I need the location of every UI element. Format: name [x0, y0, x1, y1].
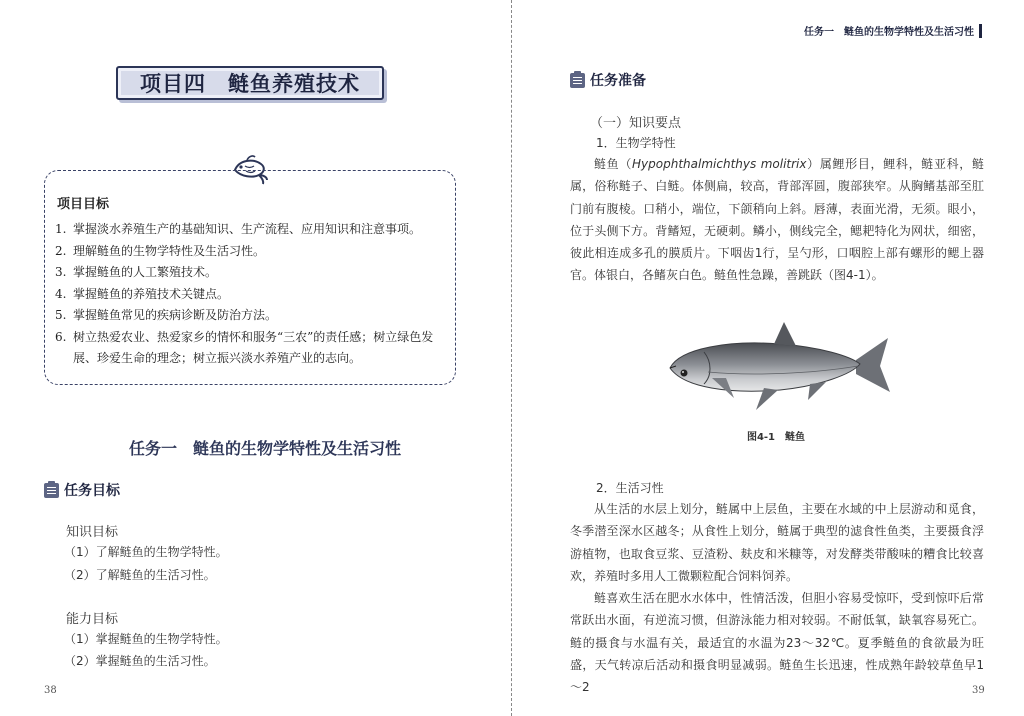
knowledge-goals-title: 知识目标 — [66, 525, 119, 540]
paragraph-habits-1: 从生活的水层上划分，鲢属中上层鱼，主要在水域的中上层游动和觅食，冬季潜至深水区越冬；从食性上划分，鲢属于典型的滤食性鱼类，主要摄食浮游植物，也取食豆浆、豆渣粉、麸皮和米糠等，对发酵类带酸味的糟食比较喜欢，养殖时多用人工微颗粒配合饲料饲养。 — [570, 502, 984, 583]
list-item: 6. 树立热爱农业、热爱家乡的情怀和服务“三农”的责任感；树立绿色发展、珍爱生命的理念；树立振兴淡水养殖产业的志向。 — [55, 329, 434, 365]
clipboard-icon — [570, 73, 585, 88]
goal-box-title: 项目目标 — [57, 197, 110, 212]
project-goal-box — [44, 170, 456, 385]
list-item: 4. 掌握鲢鱼的养殖技术关键点。 — [55, 286, 230, 301]
ability-goals-title: 能力目标 — [66, 612, 119, 627]
latin-name: Hypophthalmichthys molitrix — [632, 157, 807, 171]
silver-carp-figure — [660, 318, 892, 420]
page-number: 39 — [972, 685, 985, 696]
paragraph-habits-2: 鲢喜欢生活在肥水水体中，性情活泼，但胆小容易受惊吓，受到惊吓后常常跃出水面，有逆流习惯，但游泳能力相对较弱。不耐低氧，缺氧容易死亡。鲢的摄食与水温有关，最适宜的水温为23～32℃。夏季鲢鱼的食欲最为旺盛，天气转凉后活动和摄食明显减弱。鲢鱼生长迅速，性成熟年龄较草鱼早1～2 — [570, 591, 984, 695]
left-page — [0, 0, 510, 716]
list-item: 3. 掌握鲢鱼的人工繁殖技术。 — [55, 265, 218, 279]
goal-list — [55, 219, 447, 370]
running-head: 任务一 鲢鱼的生物学特性及生活习性 — [804, 23, 982, 38]
page-gutter — [511, 0, 512, 716]
paragraph-biology: 鲢鱼（Hypophthalmichthys molitrix）属鲤形目，鲤科，鲢亚科，鲢属，俗称鲢子、白鲢。体侧扁，较高，背部浑圆，腹部狭窄。从胸鳍基部至肛门前有腹棱。口稍小，端位，下颌稍向上斜。唇薄，表面光滑，无须。眼小，位于头侧下方。背鳍短，无硬刺。鳞小，侧线完全，鳃耙特化为网状，细密，彼此相连成多孔的膜质片。下咽齿1行，呈勺形，口咽腔上部有螺形的鳃上器官。体银白，各鳍灰白色。鲢鱼性急躁，善跳跃（图4-1）。 — [570, 157, 984, 283]
knowledge-points-title: （一）知识要点 — [590, 116, 682, 131]
list-item: （2）了解鲢鱼的生活习性。 — [64, 568, 216, 582]
page-number: 38 — [44, 685, 57, 696]
sub-heading-biology: 1．生物学特性 — [596, 136, 676, 150]
right-page — [514, 0, 1024, 716]
section-heading-task-prep: 任务准备 — [570, 70, 646, 90]
list-item: 2. 理解鲢鱼的生物学特性及生活习性。 — [55, 243, 266, 258]
task-title: 任务一 鲢鱼的生物学特性及生活习性 — [128, 439, 401, 458]
clipboard-icon — [44, 483, 59, 498]
list-item: （2）掌握鲢鱼的生活习性。 — [64, 654, 216, 668]
list-item: （1）掌握鲢鱼的生物学特性。 — [64, 632, 228, 646]
list-item: 5. 掌握鲢鱼常见的疾病诊断及防治方法。 — [55, 308, 278, 322]
list-item: 1. 掌握淡水养殖生产的基础知识、生产流程、应用知识和注意事项。 — [55, 222, 422, 236]
sub-heading-habits: 2．生活习性 — [596, 481, 664, 495]
list-item: （1）了解鲢鱼的生物学特性。 — [64, 545, 228, 559]
running-head-bar — [979, 24, 982, 38]
section-heading-task-goals: 任务目标 — [44, 480, 120, 500]
project-title: 项目四 鲢鱼养殖技术 — [116, 66, 384, 100]
figure-caption: 图4-1 鲢鱼 — [746, 432, 806, 443]
